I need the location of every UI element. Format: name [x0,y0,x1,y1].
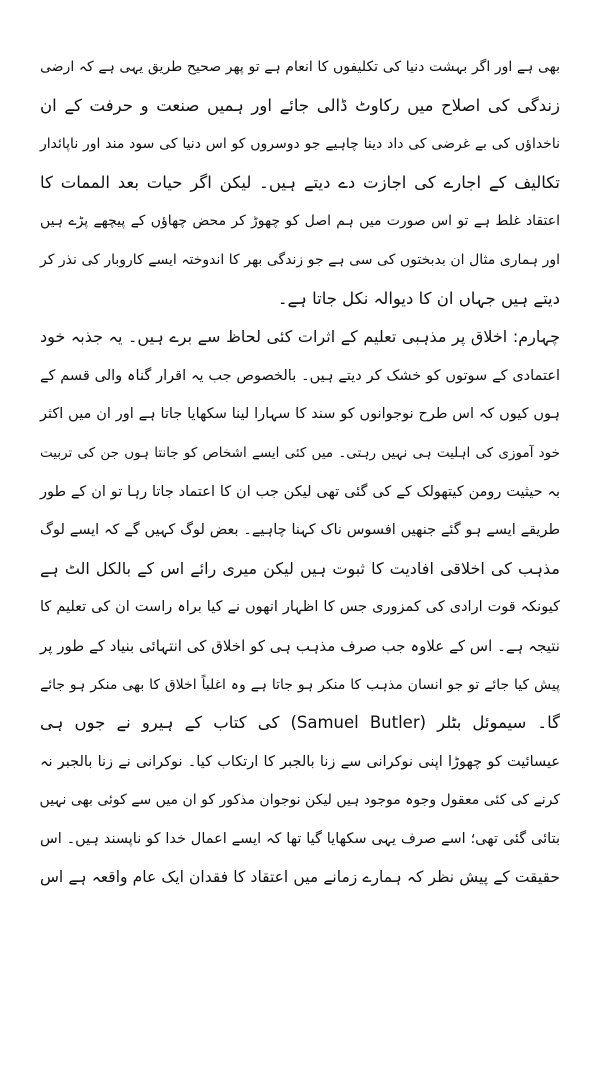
text-line: عیسائیت کو چھوڑا اپنی نوکرانی سے زنا بالجبر کا ارتکاب کیا۔ نوکرانی نے زنا بالجبر نہ [40,753,560,770]
text-line: چہارم: اخلاق پر مذہبی تعلیم کے اثرات کئی لحاظ سے برے ہیں۔ یہ جذبہ خود [40,327,560,347]
text-line: دیتے ہیں جہاں ان کا دیوالہ نکل جاتا ہے۔ [277,288,560,308]
text-line: بتائی گئی تھی؛ اسے صرف یہی سکھایا گیا تھا کہ ایسے اعمال خدا کو ناپسند ہیں۔ اس [40,830,560,847]
text-line: بھی ہے اور اگر بہشت دنیا کی تکلیفوں کا انعام ہے تو پھر صحیح طریق یہی ہے کہ ارضی [40,59,560,75]
text-line: کیونکہ قوت ارادی کی کمزوری جس کا اظہار انھوں نے کیا براہ راست ان کی تعلیم کا [40,599,560,616]
text-line: پیش کیا جائے تو جو انسان مذہب کا منکر ہو جاتا ہے وہ اغلباً اخلاق کا بھی منکر ہو جائے [40,676,560,693]
text-line: مذہب کی اخلاقی افادیت کا ثبوت ہیں لیکن میری رائے اس کے بالکل الٹ ہے [40,558,560,578]
text-line: نتیجہ ہے۔ اس کے علاوہ جب صرف مذہب ہی کو اخلاق کی انتہائی بنیاد کے طور پر [40,636,560,655]
text-line: بہ حیثیت رومن کیتھولک کے کی گئی تھی لیکن جب ان کا اعتماد جاتا رہا تو ان کے طور [40,483,560,500]
text-line: تکالیف کے اجارے کی اجازت دے دیتے ہیں۔ لیکن اگر حیات بعد الممات کا [40,172,560,192]
text-line: اور ہماری مثال ان بدبختوں کی سی ہے جو زندگی بھر کا اندوختہ ایسے کاروبار کی نذر کر [40,251,560,268]
text-line: ناخداؤں کی بے غرضی کی داد دینا چاہیے جو دوسروں کو اس دنیا کی سود مند اور ناپائدار [40,136,560,153]
text-line: ہوں کیوں کہ اس طرح نوجوانوں کو سند کا سہارا لینا سکھایا جاتا ہے اور ان میں اکثر [40,406,560,423]
text-line: طریقے ایسے ہو گئے جنھیں افسوس ناک کہنا چاہیے۔ بعض لوگ کہیں گے کہ ایسے لوگ [40,522,560,539]
text-line: اعتقاد غلط ہے تو اس صورت میں ہم اصل کو چھوڑ کر محض چھاؤں کے پیچھے پڑے ہیں [40,213,560,230]
text-line: کرنے کی کئی معقول وجوہ موجود ہیں لیکن نوجوان مذکور کو ان میں سے کوئی بھی نہیں [39,792,560,809]
text-line: گا۔ سیموئل بٹلر (Samuel Butler) کی کتاب کے ہیرو نے جوں ہی [40,713,560,733]
text-line: خود آموزی کی اہلیت ہی نہیں رہتی۔ میں کئی ایسے اشخاص کو جانتا ہوں جن کی تربیت [40,444,560,461]
text-line: اعتمادی کے سوتوں کو خشک کر دیتے ہیں۔ بالخصوص جب یہ اقرار گناہ والی قسم کے [40,367,560,384]
text-line: حقیقت کے پیش نظر کہ ہمارے زمانے میں اعتقاد کا فقدان ایک عام واقعہ ہے اس [40,868,560,887]
scanned-urdu-page [40,48,560,897]
paragraph-heaven-belief [40,48,560,318]
text-line: زندگی کی اصلاح میں رکاوٹ ڈالی جائے اور ہمیں صنعت و حرفت کے ان [40,95,560,115]
paragraph-fourth-point [40,318,560,897]
